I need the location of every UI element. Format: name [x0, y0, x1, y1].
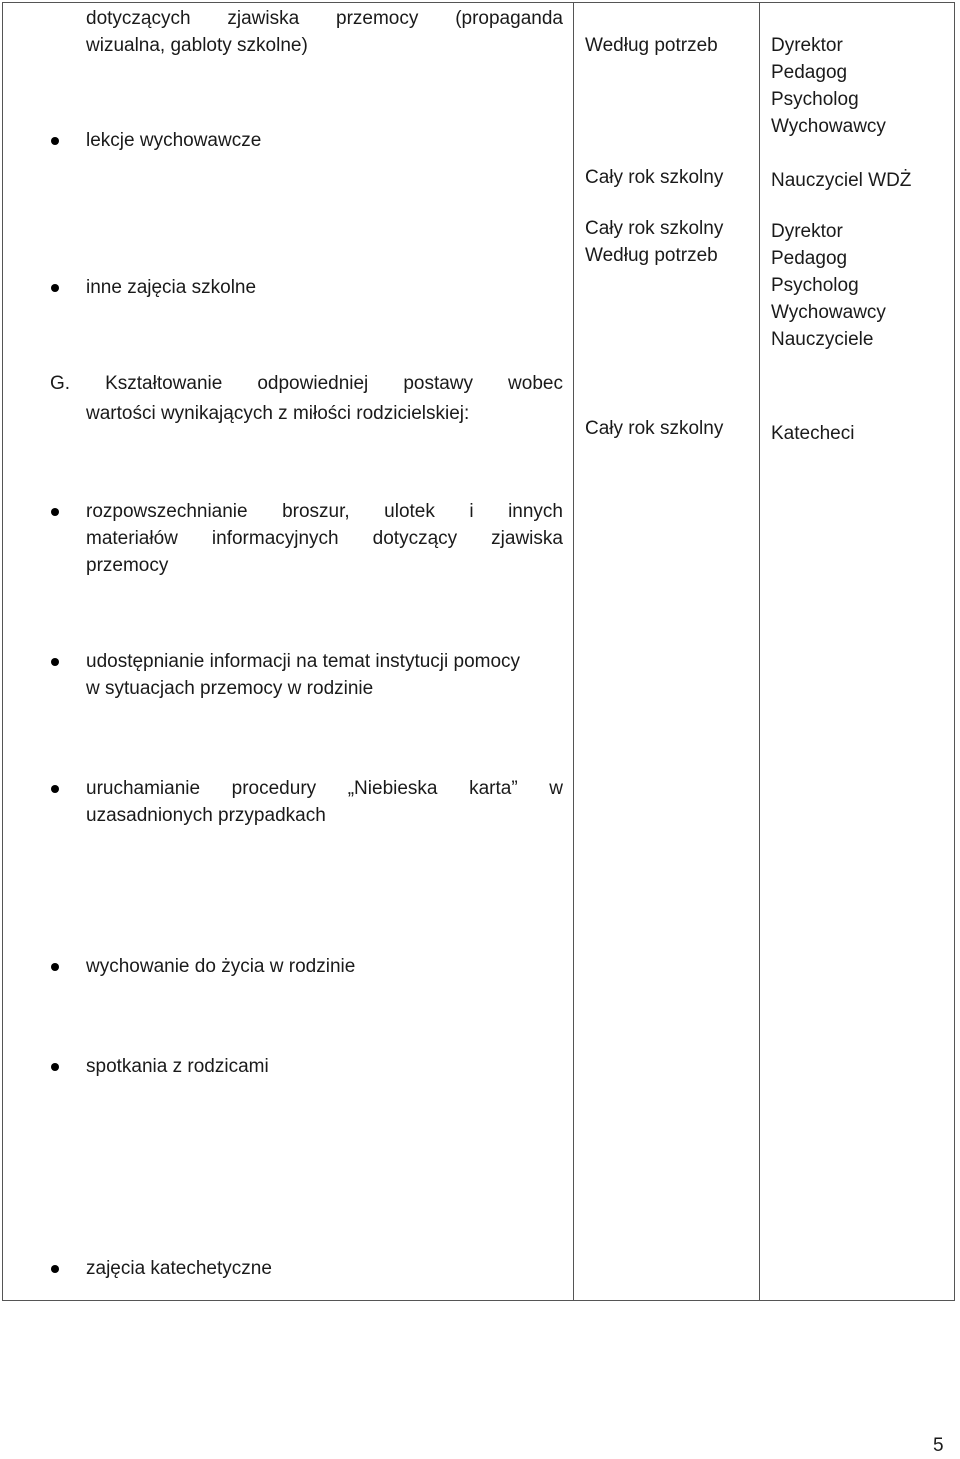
bullet-icon: [51, 1265, 59, 1273]
responsible-person: Dyrektor: [771, 35, 843, 56]
word: dotyczących: [86, 8, 191, 29]
word: ulotek: [384, 501, 435, 522]
bullet-icon: [51, 284, 59, 292]
list-item-rozpowszechnianie-line-2: [86, 525, 563, 552]
word: informacyjnych: [211, 528, 339, 549]
list-item-uruchamianie-line-1: [86, 775, 563, 802]
section-g-heading-line-2: wartości wynikających z miłości rodzicielskiej:: [86, 403, 470, 424]
responsible-person: Pedagog: [771, 248, 848, 269]
list-item-lekcje: lekcje wychowawcze: [86, 130, 262, 151]
responsible-katecheci: Katecheci: [771, 423, 855, 444]
list-item-inne: inne zajęcia szkolne: [86, 277, 257, 298]
word: uruchamianie: [86, 778, 201, 799]
list-item-spotkania: spotkania z rodzicami: [86, 1056, 269, 1077]
page-number: 5: [933, 1435, 944, 1456]
word: broszur,: [282, 501, 350, 522]
word: i: [469, 501, 474, 522]
timing-caly-rok: Cały rok szkolny: [585, 167, 724, 188]
word: „Niebieska: [347, 778, 438, 799]
bullet-icon: [51, 137, 59, 145]
responsible-group-1: [771, 32, 886, 140]
word: materiałów: [86, 528, 178, 549]
bullet-icon: [51, 508, 59, 516]
word: Kształtowanie: [105, 373, 223, 394]
word: rozpowszechnianie: [86, 501, 248, 522]
word: dotyczący: [372, 528, 458, 549]
word: procedury: [231, 778, 317, 799]
list-item-rozpowszechnianie-line-1: [86, 498, 563, 525]
bullet-icon: [51, 658, 59, 666]
list-item-uruchamianie-line-2: uzasadnionych przypadkach: [86, 805, 326, 826]
list-item-udostepnianie-line-2: w sytuacjach przemocy w rodzinie: [86, 678, 374, 699]
responsible-person: Nauczyciele: [771, 329, 874, 350]
section-g-heading-line-1: [50, 370, 563, 397]
list-item-rozpowszechnianie-line-3: przemocy: [86, 555, 169, 576]
responsible-person: Dyrektor: [771, 221, 843, 242]
intro-line-1: [86, 5, 563, 32]
word: G.: [50, 373, 71, 394]
intro-line-2: wizualna, gabloty szkolne): [86, 35, 308, 56]
bullet-icon: [51, 963, 59, 971]
timing-caly-rok: Cały rok szkolny: [585, 418, 724, 439]
word: karta”: [469, 778, 518, 799]
timing-wedlug-potrzeb: Według potrzeb: [585, 245, 718, 266]
column-divider-responsible: [759, 2, 760, 1301]
list-item-zajecia: zajęcia katechetyczne: [86, 1258, 272, 1279]
responsible-group-2: [771, 218, 886, 353]
word: (propaganda: [455, 8, 563, 29]
responsible-person: Pedagog: [771, 62, 848, 83]
responsible-person: Psycholog: [771, 275, 859, 296]
responsible-person: Psycholog: [771, 89, 859, 110]
list-item-udostepnianie-line-1: udostępnianie informacji na temat instytucji pomocy: [86, 651, 521, 672]
responsible-nauczyciel-wdz: Nauczyciel WDŻ: [771, 170, 912, 191]
word: odpowiedniej: [257, 373, 369, 394]
responsible-person: Wychowawcy: [771, 116, 886, 137]
list-item-wychowanie: wychowanie do życia w rodzinie: [86, 956, 356, 977]
word: zjawiska: [227, 8, 300, 29]
word: zjawiska: [491, 528, 563, 549]
timing-caly-rok: Cały rok szkolny: [585, 218, 724, 239]
word: innych: [508, 501, 563, 522]
word: przemocy: [336, 8, 419, 29]
column-divider-timing: [573, 2, 574, 1301]
bullet-icon: [51, 1063, 59, 1071]
word: w: [549, 778, 563, 799]
bullet-icon: [51, 785, 59, 793]
word: wobec: [508, 373, 563, 394]
word: postawy: [403, 373, 474, 394]
responsible-person: Wychowawcy: [771, 302, 886, 323]
timing-wedlug-potrzeb: Według potrzeb: [585, 35, 718, 56]
